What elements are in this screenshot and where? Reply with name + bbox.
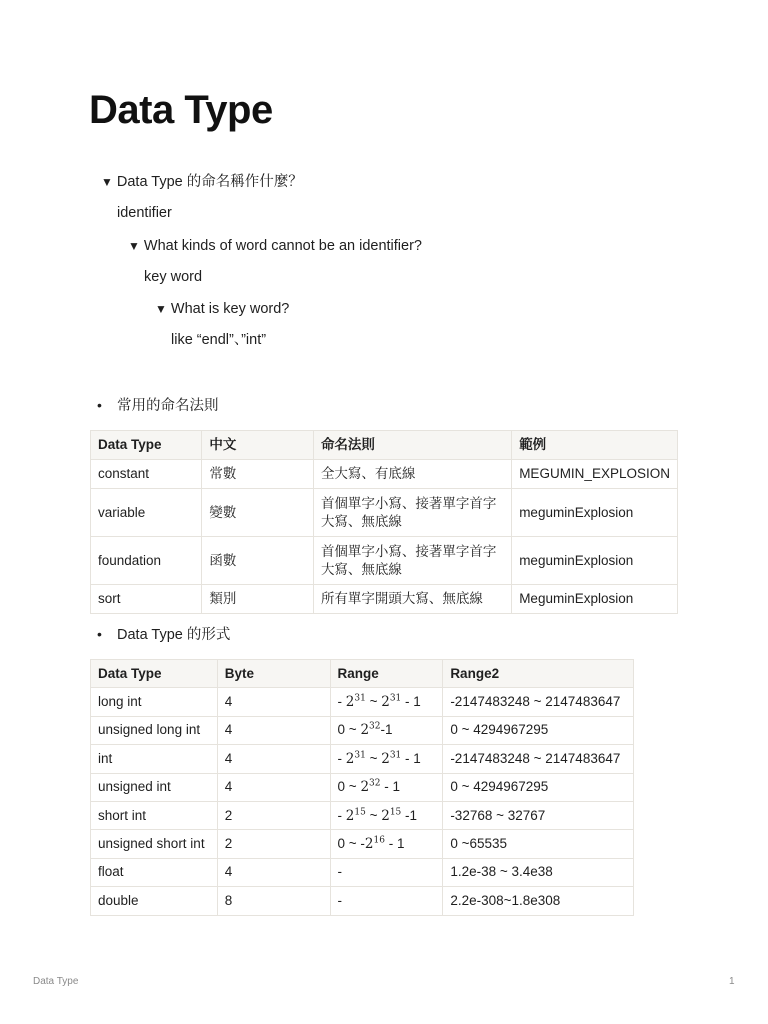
toggle-naming-question[interactable] — [101, 172, 303, 192]
table-row — [91, 585, 678, 614]
toggle-triangle-icon[interactable]: ▼ — [128, 239, 140, 253]
table-row — [91, 801, 634, 829]
toggle-triangle-icon[interactable]: ▼ — [101, 175, 113, 189]
byte-cell: 2 — [217, 830, 330, 858]
column-header: Range2 — [443, 660, 634, 688]
table-row — [91, 688, 634, 716]
range-cell: - $2^{31}$ ~ $2^{31} - 1$ — [330, 688, 443, 716]
data-types-table — [90, 659, 634, 916]
toggle-answer: identifier — [117, 205, 172, 221]
range2-cell: -32768 ~ 32767 — [443, 801, 634, 829]
type-cell: unsigned int — [91, 773, 218, 801]
range-cell: 0 ~ $-2^{16} - 1$ — [330, 830, 443, 858]
range2-cell: -2147483248 ~ 2147483647 — [443, 745, 634, 773]
byte-cell: 4 — [217, 745, 330, 773]
range-cell: - — [330, 858, 443, 886]
type-cell: float — [91, 858, 218, 886]
page-title: Data Type — [89, 88, 273, 132]
type-cell: short int — [91, 801, 218, 829]
type-cell: long int — [91, 688, 218, 716]
table-row — [91, 773, 634, 801]
range-cell: 0 ~ $2^{32} - 1$ — [330, 773, 443, 801]
range2-cell: 0 ~ 4294967295 — [443, 773, 634, 801]
column-header: 範例 — [512, 431, 678, 460]
byte-cell: 4 — [217, 858, 330, 886]
byte-cell: 8 — [217, 887, 330, 915]
bullet-text: Data Type 的形式 — [117, 627, 231, 643]
toggle-keyword-question[interactable] — [155, 299, 289, 319]
table-cell: 常數 — [202, 460, 314, 489]
table-row — [91, 887, 634, 915]
table-cell: meguminExplosion — [512, 489, 678, 537]
byte-cell: 4 — [217, 716, 330, 744]
range2-cell: 0 ~65535 — [443, 830, 634, 858]
toggle-answer: key word — [144, 269, 203, 285]
range-cell: 0 ~ $2^{32}-1$ — [330, 716, 443, 744]
table-cell: meguminExplosion — [512, 537, 678, 585]
page-number: 1 — [729, 976, 735, 987]
column-header: Data Type — [91, 431, 202, 460]
table-row — [91, 745, 634, 773]
table-row — [91, 537, 678, 585]
table-cell: 首個單字小寫、接著單字首字大寫、無底線 — [313, 537, 511, 585]
range2-cell: 1.2e-38 ~ 3.4e38 — [443, 858, 634, 886]
range-cell: - $2^{31}$ ~ $2^{31} - 1$ — [330, 745, 443, 773]
table-row — [91, 489, 678, 537]
bullet-item — [97, 395, 219, 416]
column-header: Range — [330, 660, 443, 688]
range2-cell: 2.2e-308~1.8e308 — [443, 887, 634, 915]
type-cell: unsigned long int — [91, 716, 218, 744]
range-cell: - — [330, 887, 443, 915]
table-cell: 首個單字小寫、接著單字首字大寫、無底線 — [313, 489, 511, 537]
table-cell: MeguminExplosion — [512, 585, 678, 614]
table-cell: variable — [91, 489, 202, 537]
table-cell: 函數 — [202, 537, 314, 585]
type-cell: int — [91, 745, 218, 773]
table-header-row — [91, 660, 634, 688]
table-row — [91, 460, 678, 489]
toggle-text: What kinds of word cannot be an identifier? — [143, 238, 422, 254]
range2-cell: 0 ~ 4294967295 — [443, 716, 634, 744]
column-header: Byte — [217, 660, 330, 688]
table-cell: 所有單字開頭大寫、無底線 — [313, 585, 511, 614]
bullet-text: 常用的命名法則 — [117, 398, 219, 414]
table-cell: constant — [91, 460, 202, 489]
bullet-dot-icon: • — [97, 397, 102, 413]
byte-cell: 4 — [217, 773, 330, 801]
range-cell: - $2^{15}$ ~ $2^{15}$ -1 — [330, 801, 443, 829]
table-cell: MEGUMIN_EXPLOSION — [512, 460, 678, 489]
table-row — [91, 858, 634, 886]
table-row — [91, 830, 634, 858]
column-header: Data Type — [91, 660, 218, 688]
table-row — [91, 716, 634, 744]
toggle-text: What is key word? — [170, 301, 290, 317]
table-cell: 變數 — [202, 489, 314, 537]
byte-cell: 2 — [217, 801, 330, 829]
toggle-identifier-question[interactable] — [128, 236, 422, 256]
column-header: 中文 — [202, 431, 314, 460]
bullet-item — [97, 624, 230, 645]
column-header: 命名法則 — [313, 431, 511, 460]
toggle-text: Data Type 的命名稱作什麼？ — [116, 174, 303, 190]
byte-cell: 4 — [217, 688, 330, 716]
toggle-triangle-icon[interactable]: ▼ — [155, 302, 167, 316]
table-cell: sort — [91, 585, 202, 614]
table-cell: 類別 — [202, 585, 314, 614]
footer-title: Data Type — [33, 976, 79, 987]
toggle-answer: like “endl”、”int” — [171, 332, 267, 348]
table-cell: 全大寫、有底線 — [313, 460, 511, 489]
bullet-dot-icon: • — [97, 626, 102, 642]
naming-rules-table — [90, 430, 678, 614]
type-cell: unsigned short int — [91, 830, 218, 858]
table-header-row — [91, 431, 678, 460]
range2-cell: -2147483248 ~ 2147483647 — [443, 688, 634, 716]
table-cell: foundation — [91, 537, 202, 585]
type-cell: double — [91, 887, 218, 915]
